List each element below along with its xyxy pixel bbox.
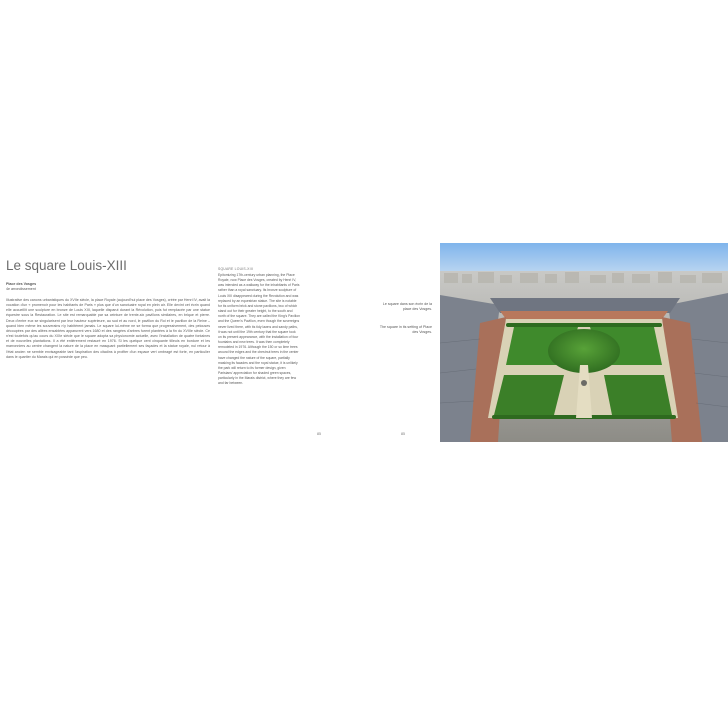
photo-caption-english: The square in its setting of Place des Vosges. [379, 325, 432, 335]
page-number-left: 85 [317, 432, 321, 436]
english-heading: SQUARE LOUIS-XIII [218, 267, 254, 271]
photo-caption-french: Le square dans son écrin de la place des Vosges. [382, 302, 432, 312]
page-title: Le square Louis-XIII [6, 258, 127, 273]
location-subhead [6, 282, 86, 292]
page-number-right: 85 [401, 432, 405, 436]
subhead-place: Place des Vosges [6, 282, 37, 286]
aerial-photo-image [440, 243, 728, 442]
body-text-english: Epitomizing 17th-century urban planning, the Place Royale, now Place des Vosges, created by Henri IV, was intended as a walkway for the inhabitants of Paris rather than a royal sanctuary. Its bronze sculpture of Louis XIII disappeared during the Revolution and was replaced by an equestrian statue. The site is notable for its uniform brick and stone pavilions, two of which stand out for their greater height, to the south and north of the square. They are called the King's Pavilion and the Queen's Pavilion, even though the sovereigns never lived there, with its tidy lawns and sandy paths, it was not until the 19th century that the square took on its present appearance, with the installation of four fountains and new trees. It was then completely remodeled in 1976. Although the 150 or so lime trees around the edges and the chestnut trees in the center have changed the nature of the square, partially masking its facades and the royal statue, it is unlikely the park will return to its former design, given Parisians' appreciation for shaded green spaces, particularly in the Marais district, where they are few and far between. [218, 273, 301, 386]
aerial-photo [440, 243, 728, 442]
subhead-arrondissement: 4e arrondissement [6, 287, 36, 291]
body-text-french: Illustrative des canons urbanistiques du XVIIe siècle, la place Royale (aujourd'hui place des Vosges), créée par Henri IV, avait la vocation d'un « promenoir pour les habitants de Paris » plus que d'un sanctuaire royal en plein air. Elle devint cet écrin quand elle accueillit une sculpture en bronze de Louis XIII, laquelle disparut durant la Révolution, puis fut remplacée par une statue équestre sous la Restauration. Le site est remarquable par sa ceinture de trente-six pavillons similaires, en brique et pierre. Deux d'entre eux se singularisent par leur hauteur supérieure, au sud et au nord, le pavillon du Roi et le pavillon de la Reine – quand bien même les souverains n'y habitèrent jamais. Le square lui-même ne se forma que progressivement, des pelouses découpées par des allées ensablées apparurent vers 1680 et des rangées d'arbres furent plantées à la fin du XVIIIe siècle. Ce n'est toutefois qu'au cours du XIXe siècle que le square adopta sa physionomie actuelle, avec l'installation de quatre fontaines et de nouvelles plantations. Il a été entièrement restauré en 1976. Si les quelque cent cinquante tilleuls en bordure et les marronniers au centre changent la nature de la place en masquant partiellement ses façades et la statue royale, nul retour à l'état ancien ne semble envisageable tant l'aspiration des citadins à profiter d'un espace vert ombragé est forte, en particulier dans le quartier du Marais qui en possède que peu. [6, 298, 210, 359]
